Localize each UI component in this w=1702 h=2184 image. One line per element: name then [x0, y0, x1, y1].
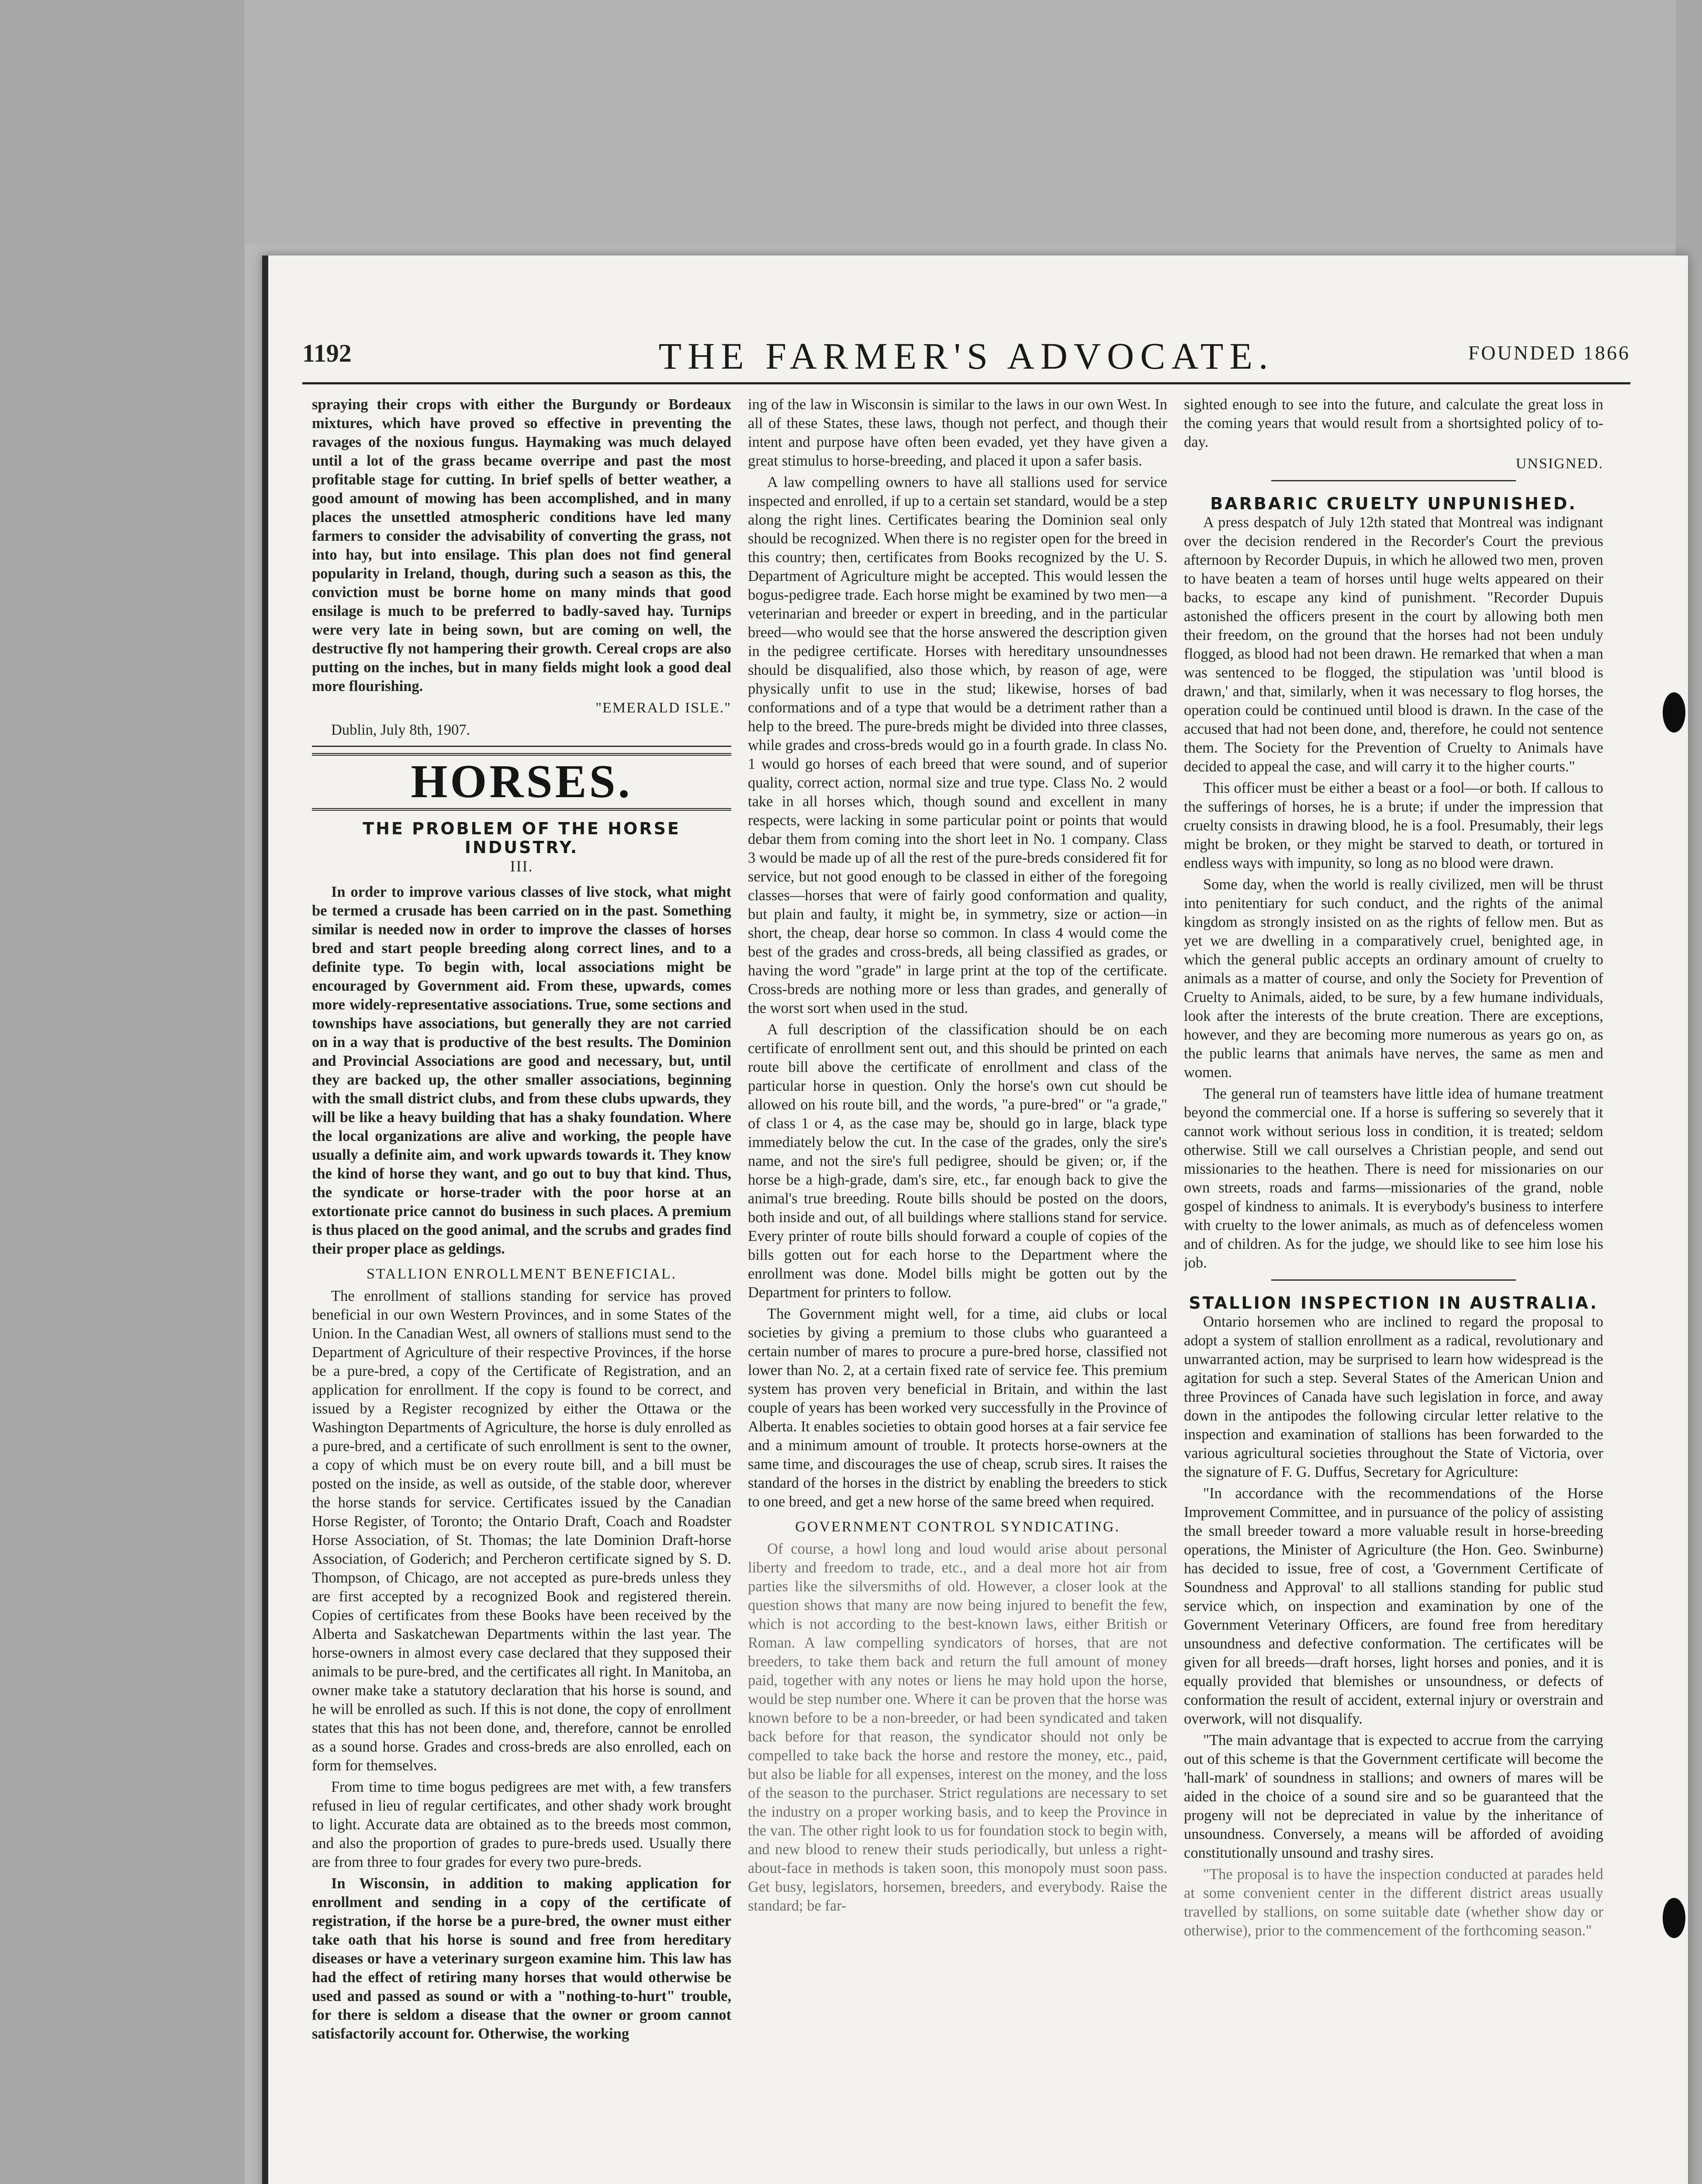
signoff: UNSIGNED. [1515, 456, 1603, 472]
article-paragraph: spraying their crops with either the Burgundy or Bordeaux mixtures, which have proved so effective in preventing the ravages of the noxious fungus. Haymaking was much delayed until a lot of the grass became overripe and past the most profitable stage for cutting. In brief spells of better weather, a good amount of mowing has been accomplished, and in many places the unsettled atmospheric conditions have led many farmers to consider the advisability of converting the grass, not into hay, but into ensilage. This plan does not find general popularity in Ireland, though, during such a season as this, the conviction must be borne home on many minds that good ensilage is much to be preferred to badly-saved hay. Turnips were very late in being sown, but are coming on well, the destructive fly not hampering their growth. Cereal crops are also putting on the inches, but in many fields might look a good deal more flourishing. [312, 396, 731, 695]
article-paragraph: In order to improve various classes of live stock, what might be termed a crusade has been carried on in the past. Something similar is needed now in order to improve the classes of horses bred and start people breeding along correct lines, and to a definite type. To begin with, local associations might be encouraged by Government aid. From these, upwards, comes more widely-representative associations. True, some sections and townships have associations, but generally they are not carried on in a way that is productive of the best results. The Dominion and Provincial Associations are good and necessary, but, until they are backed up, the other smaller associations, beginning with the small district clubs, and from these clubs upwards, they will be like a heavy building that has a shaky foundation. Where the local organizations are alive and working, the people have usually a definite aim, and work upwards towards it. They know the kind of horse they want, and go out to buy that kind. Thus, the syndicate or horse-trader with the poor horse at an extortionate price cannot do business in such places. A premium is thus placed on the good animal, and the scrubs and grades find their proper place as geldings. [312, 884, 731, 1257]
column-3 [1184, 395, 1603, 2184]
article-paragraph: Some day, when the world is really civilized, men will be thrust into penitentiary for such conduct, and the rights of the animal kingdom as strongly insisted on as the rights of fellow men. But as yet we are dwelling in a comparatively cruel, benighted age, in which the general public accepts an ordinary amount of cruelty to animals as a matter of course, and only the Society for Prevention of Cruelty to Animals, aided, to be sure, by a few humane individuals, look after the interests of the brute creation. There are exceptions, however, and they are becoming more numerous as years go on, as the public learns that animals have nerves, the same as men and women. [1184, 876, 1603, 1081]
article-paragraph: From time to time bogus pedigrees are met with, a few transfers refused in lieu of regular certificates, and other shady work brought to light. Accurate data are obtained as to the breeds most common, and also the proportion of grades to pure-breds used. Usually there are from three to four grades for every two pure-breds. [312, 1779, 731, 1870]
dateline: Dublin, July 8th, 1907. [331, 722, 470, 738]
article-part: III. [510, 857, 533, 875]
scanner-background-left [0, 0, 245, 2184]
page-number: 1192 [302, 339, 352, 367]
article-paragraph: The enrollment of stallions standing for service has proved beneficial in our own Western Provinces, and in some States of the Union. In the Canadian West, all owners of stallions must send to the Department of Agriculture of their respective Provinces, if the horse be a pure-bred, a copy of the Certificate of Registration, and an application for enrollment. If the copy is found to be correct, and issued by a Register recognized by either the Ottawa or the Washington Departments of Agriculture, the horse is duly enrolled as a pure-bred, and a certificate of such enrollment is sent to the owner, a copy of which must be on every route bill, and a bill must be posted on the inside, as well as outside, of the stable door, wherever the horse stands for service. Certificates issued by the Canadian Horse Register, of Toronto; the Ontario Draft, Coach and Roadster Horse Association, of St. Thomas; the late Dominion Draft-horse Association, of Goderich; and Percheron certificate signed by S. D. Thompson, of Chicago, are not accepted as pure-breds unless they are first accepted by a recognized Book and registered therein. Copies of certificates from these Books have been received by the Alberta and Saskatchewan Departments within the last year. The horse-owners in almost every case declared that they supposed their animals to be pure-bred, and the certificates all right. In Manitoba, an owner make take a statutory declaration that his horse is sound, and he will be enrolled as such. If this is not done, the copy of enrollment states that this has not been done, and, therefore, cannot be enrolled as a sound horse. Grades and cross-breds are also enrolled, each on form for themselves. [312, 1288, 731, 1774]
article-paragraph: A press despatch of July 12th stated that Montreal was indignant over the decision rendered in the Recorder's Court the previous afternoon by Recorder Dupuis, in which he allowed two men, proven to have beaten a team of horses until huge welts appeared on their backs, to escape any kind of punishment. "Recorder Dupuis astonished the officers present in the court by allowing both men their freedom, on the ground that the horses had not been unduly flogged, as blood had not been drawn. He remarked that when a man was sentenced to be flogged, the stipulation was 'until blood is drawn,' and that, similarly, when it was necessary to flog horses, the operation could be continued until blood is drawn. In the case of the accused that had not been done, and, therefore, he could not sentence them. The Society for the Prevention of Cruelty to Animals have decided to appeal the case, and will carry it to the higher courts." [1184, 514, 1603, 775]
section-title: HORSES. [312, 753, 731, 811]
article-paragraph: Of course, a howl long and loud would arise about personal liberty and freedom to trade, etc., and a deal more hot air from parties like the silversmiths of old. However, a closer look at the question shows that many are now being injured to benefit the few, which is not according to the best-known laws, either British or Roman. A law compelling syndicators of horses, that are not breeders, to take them back and return the full amount of money paid, together with any notes or liens he may hold upon the horse, would be step number one. Where it can be proven that the horse was known before to be a non-breeder, or had been syndicated and taken back before for that reason, the syndicator should not only be compelled to take back the horse and restore the money, etc., paid, but also be liable for all expenses, interest on the money, and the loss of the season to the purchaser. Strict regulations are necessary to set the industry on a proper working basis, and to keep the Province in the van. The other right look to us for foundation stock to begin with, and new blood to renew their studs periodically, but unless a right-about-face in methods is taken soon, this monopoly must soon pass. Get busy, legislators, horsemen, breeders, and everybody. Raise the standard; be far- [748, 1541, 1167, 1914]
divider [1271, 1279, 1516, 1281]
subheading: GOVERNMENT CONTROL SYNDICATING. [795, 1519, 1120, 1535]
subheading: STALLION ENROLLMENT BENEFICIAL. [366, 1266, 677, 1282]
article-headline: THE PROBLEM OF THE HORSE INDUSTRY. [363, 819, 681, 857]
article-paragraph: The Government might well, for a time, aid clubs or local societies by giving a premium to those clubs who guaranteed a certain number of mares to procure a pure-bred horse, classified not lower than No. 2, at a certain fixed rate of service fee. This premium system has proven very beneficial in Britain, and within the last couple of years has been worked very successfully in the Province of Alberta. It enables societies to obtain good horses at a fair service fee and a minimum amount of trouble. It protects horse-owners at the same time, and discourages the use of cheap, scrub sires. It raises the standard of the horses in the district by enabling the breeders to stick to one breed, and get a new horse of the same breed when required. [748, 1306, 1167, 1510]
article-paragraph: Ontario horsemen who are inclined to regard the proposal to adopt a system of stallion enrollment as a radical, revolutionary and unwarranted action, may be surprised to learn how widespread is the agitation for such a step. Several States of the American Union and three Provinces of Canada have such legislation in force, and away down in the antipodes the following circular letter relative to the inspection and examination of stallions has been forwarded to the various agricultural societies throughout the State of Victoria, over the signature of F. G. Duffus, Secretary for Agriculture: [1184, 1313, 1603, 1480]
article-paragraph: This officer must be either a beast or a fool—or both. If callous to the sufferings of horses, he is a brute; if under the impression that cruelty consists in drawing blood, he is a fool. Presumably, their legs might be broken, or they might be starved to death, or tortured in endless ways with impunity, so long as no blood were drawn. [1184, 780, 1603, 871]
founded-year: FOUNDED 1866 [1468, 342, 1630, 364]
article-paragraph: sighted enough to see into the future, and calculate the great loss in the coming years that would result from a shortsighted policy of to-day. [1184, 396, 1603, 450]
article-headline: BARBARIC CRUELTY UNPUNISHED. [1210, 494, 1577, 513]
masthead: THE FARMER'S ADVOCATE. [658, 335, 1274, 377]
column-1 [312, 395, 731, 2184]
punch-hole [1663, 692, 1685, 733]
page-header [302, 330, 1630, 384]
newspaper-page [262, 256, 1688, 2184]
article-paragraph: "In accordance with the recommendations of the Horse Improvement Committee, and in pursuance of the policy of assisting the small breeder toward a more valuable result in horse-breeding operations, the Minister of Agriculture (the Hon. Geo. Swinburne) has decided to issue, free of cost, a 'Government Certificate of Soundness and Approval' to all stallions standing for public stud service which, on inspection and examination by one of the Government Veterinary Officers, are found free from hereditary unsoundness and defective conformation. The certificates will be given for all breeds—draft horses, light horses and ponies, and it is equally provided that blemishes or unsoundness, or defects of conformation the result of accident, external injury or overstrain and overwork, will not disqualify. [1184, 1485, 1603, 1727]
article-paragraph: In Wisconsin, in addition to making application for enrollment and sending in a copy of the certificate of registration, if the horse be a pure-bred, the owner must either take oath that his horse is sound and free from hereditary diseases or have a veterinary surgeon examine him. This law has had the effect of retiring many horses that would otherwise be used and passed as sound or with a "nothing-to-hurt" trouble, for there is seldom a disease that the owner or groom cannot satisfactorily account for. Otherwise, the working [312, 1875, 731, 2042]
column-2 [748, 395, 1167, 2184]
article-paragraph: "The main advantage that is expected to accrue from the carrying out of this scheme is that the Government certificate will become the 'hall-mark' of soundness in stallions; and owners of mares will be aided in the choice of a sound sire and so be guaranteed that the progeny will not be depreciated in value by the inheritance of unsoundness. Conversely, a means will be afforded of avoiding constitutionally unsound and trashy sires. [1184, 1732, 1603, 1861]
article-paragraph: A law compelling owners to have all stallions used for service inspected and enrolled, if up to a certain set standard, would be a step along the right lines. Certificates bearing the Dominion seal only should be recognized. When there is no register open for the breed in this country; then, certificates from Books recognized by the U. S. Department of Agriculture might be accepted. This would lessen the bogus-pedigree trade. Each horse might be examined by two men—a veterinarian and breeder or expert in breeding, and in the particular breed—who would see that the horse answered the description given in the pedigree certificate. Horses with hereditary unsoundnesses should be disqualified, also those which, by reason of age, were physically unfit to use in the stud; likewise, horses of bad conformations and of a type that would be a detriment rather than a help to the breed. The pure-breds might be divided into three classes, while grades and cross-breds would go in a fourth grade. In class No. 1 would go horses of each breed that were sound, and of superior quality, correct action, normal size and true type. Class No. 2 would take in all horses which, though sound and excellent in many respects, were lacking in some particular point or points that would debar them from coming into the short leet in No. 1 company. Class 3 would be made up of all the rest of the pure-breds considered fit for service, but not good enough to be classed in either of the foregoing classes—horses that were of fairly good conformation and quality, but plain and faulty, it might be, in symmetry, size or action—in short, the cheap, dear horse so common. In class 4 would come the best of the grades and cross-breds, all being classified as grades, or having the word "grade" in large print at the top of the certificate. Cross-breds are nothing more or less than grades, and generally of the worst sort when used in the stud. [748, 474, 1167, 1016]
article-paragraph: ing of the law in Wisconsin is similar to the laws in our own West. In all of these States, these laws, though not perfect, and though their intent and purpose have often been evaded, yet they have given a great stimulus to horse-breeding, and placed it upon a safer basis. [748, 396, 1167, 469]
divider [1271, 480, 1516, 481]
signoff: "EMERALD ISLE." [595, 700, 731, 716]
divider [312, 746, 731, 747]
article-paragraph: The general run of teamsters have little idea of humane treatment beyond the commercial one. If a horse is suffering so severely that it cannot work without serious loss in condition, it is treated; seldom otherwise. Still we call ourselves a Christian people, and send out missionaries to the heathen. There is need for missionaries on our own streets, roads and farms—missionaries of the grand, noble gospel of kindness to animals. It is everybody's business to interfere with cruelty to the lower animals, as much as of defenceless women and of children. As for the judge, we should like to see him lose his job. [1184, 1085, 1603, 1271]
article-headline: STALLION INSPECTION IN AUSTRALIA. [1189, 1293, 1598, 1313]
punch-hole [1663, 1898, 1685, 1938]
article-paragraph: "The proposal is to have the inspection conducted at parades held at some convenient center in the different district areas usually travelled by stallions, on some suitable date (whether show day or otherwise), prior to the commencement of the forthcoming season." [1184, 1866, 1603, 1939]
scanner-background-top [0, 0, 1702, 245]
article-paragraph: A full description of the classification should be on each certificate of enrollment sent out, and this should be printed on each route bill above the certificate of enrollment and class of the particular horse in question. Only the horse's own cut should be allowed on his route bill, and the words, "a pure-bred" or "a grade," of class 1 or 4, as the case may be, should go in large, black type immediately below the cut. In the case of the grades, only the sire's name, and not the sire's full pedigree, should be given; or, if the horse be a high-grade, dam's sire, etc., far enough back to give the animal's true breeding. Route bills should be posted on the doors, both inside and out, of all buildings where stallions stand for service. Every printer of route bills should forward a couple of copies of the bills gotten out for each horse to the Department where the enrollment was done. Model bills might be gotten out by the Department for printers to follow. [748, 1021, 1167, 1301]
